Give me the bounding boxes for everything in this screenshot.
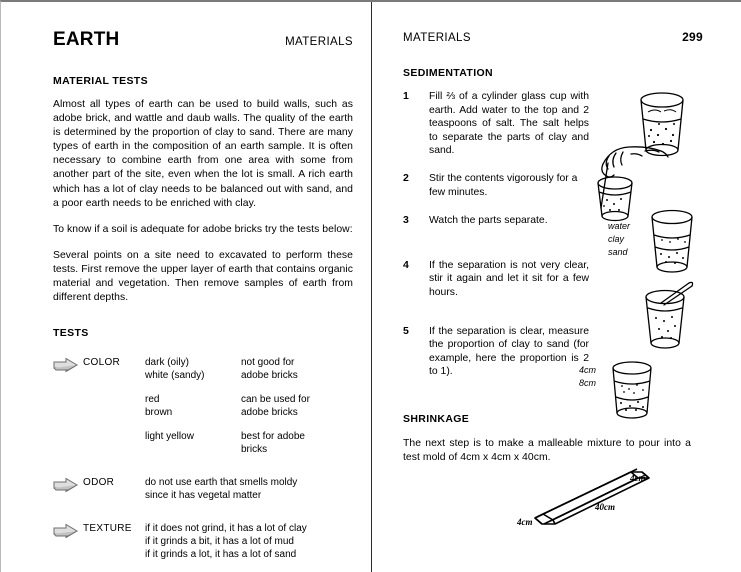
step-text: Stir the contents vigorously for a few minutes.	[429, 172, 578, 198]
shrinkage-paragraph: The next step is to make a malleable mixture to pour into a test mold of 4cm x 4cm x 40cm.	[403, 437, 691, 463]
test-name-label: COLOR	[83, 357, 121, 369]
test-observation: red	[145, 394, 160, 406]
test-row	[53, 476, 353, 502]
test-observation: if it grinds a lot, it has a lot of sand	[145, 549, 297, 561]
test-values	[145, 476, 353, 502]
test-observation: since it has vegetal matter	[145, 490, 262, 502]
cup-layer-label-water: water	[608, 221, 631, 231]
step-text: Fill ⅔ of a cylinder glass cup with earth. Add water to the top and 2 teaspoons of salt. The salt helps to separate the parts of clay and sand.	[429, 91, 589, 157]
test-values	[145, 522, 353, 561]
arrow-right-3d-icon	[53, 356, 83, 373]
test-verdict: bricks	[241, 444, 268, 456]
test-group	[241, 430, 353, 456]
mold-label-length-40cm: 40cm	[595, 502, 615, 512]
cup-layer-label-sand: sand	[608, 247, 628, 257]
test-verdict: adobe bricks	[241, 370, 298, 382]
test-observation: do not use earth that smells moldy	[145, 477, 298, 489]
test-name-label: TEXTURE	[83, 523, 132, 535]
test-observation: brown	[145, 407, 173, 419]
test-observation: dark (oily)	[145, 357, 189, 369]
test-observation: if it grinds a bit, it has a lot of mud	[145, 536, 294, 548]
material-tests-paragraph-1: Almost all types of earth can be used to build walls, such as adobe brick, and wattle and daub walls. The quality of the earth is determined by the proportion of clay to sand. There are many types of earth in the composition of an earth sample. It is often necessary to combine earth from one area with some from another part of the site, even when the lot is small. A rich earth which has a lot of clay needs to be balanced out with sand, and a poor earth needs to be enriched with clay.	[53, 99, 353, 209]
step-number: 1	[403, 90, 409, 102]
material-tests-paragraph-2: To know if a soil is adequate for adobe bricks try the tests below:	[53, 223, 353, 235]
test-verdict: can be used for	[241, 394, 310, 406]
test-values	[145, 356, 353, 456]
test-group	[241, 356, 353, 382]
arrow-right-3d-icon	[53, 522, 83, 539]
test-verdict-column	[241, 356, 353, 456]
shrinkage-heading: SHRINKAGE	[403, 412, 470, 425]
mold-label-width-4cm: 4cm	[517, 517, 533, 527]
separated-layers-cup-figure	[644, 207, 706, 277]
test-observation-column	[145, 356, 241, 456]
material-tests-paragraph-3: Several points on a site need to excavated to perform these tests. First remove the upper layer of earth that contains organic material and vegetation. Then remove samples of earth from different depths.	[53, 249, 353, 304]
test-verdict: not good for	[241, 357, 295, 369]
right-running-head-label: MATERIALS	[403, 32, 471, 44]
right-page-running-head	[403, 30, 703, 44]
step-number: 4	[403, 258, 409, 271]
measured-cup-label-4cm: 4cm	[579, 365, 597, 375]
mold-label-height-4cm: 4cm	[630, 473, 646, 483]
test-observation: light yellow	[145, 431, 194, 443]
step-text: If the separation is not very clear, stir it again and let it sit for a few hours.	[429, 259, 589, 298]
test-observation: if it does not grind, it has a lot of clay	[145, 523, 307, 535]
arrow-right-3d-icon	[53, 476, 83, 493]
test-observation-column	[145, 522, 353, 561]
chapter-title: EARTH	[53, 29, 120, 50]
test-row	[53, 356, 353, 456]
step-text: Watch the parts separate.	[429, 215, 548, 227]
cup-with-spoon-figure	[637, 281, 709, 353]
measured-cup-figure	[605, 359, 665, 421]
test-verdict: best for adobe	[241, 431, 305, 443]
tests-heading: TESTS	[53, 327, 89, 340]
cup-layer-label-clay: clay	[608, 234, 625, 244]
material-tests-heading: MATERIAL TESTS	[53, 75, 148, 87]
test-group	[145, 430, 241, 443]
test-row	[53, 522, 353, 561]
left-page-column	[53, 30, 353, 572]
left-running-head-label: MATERIALS	[285, 36, 353, 48]
step-number: 2	[403, 171, 409, 184]
step-number: 3	[403, 214, 409, 227]
left-page-running-head	[53, 30, 353, 49]
sedimentation-heading: SEDIMENTATION	[403, 67, 493, 79]
test-observation-column	[145, 476, 353, 502]
test-verdict: adobe bricks	[241, 407, 298, 419]
test-group	[145, 356, 241, 382]
test-name-label: ODOR	[83, 477, 115, 489]
page-number: 299	[682, 30, 703, 44]
step-text: If the separation is clear, measure the proportion of clay to sand (for example, here the proportion is 2 to 1).	[429, 325, 589, 378]
spread-gutter-divider	[371, 2, 372, 572]
step-number: 5	[403, 324, 409, 337]
test-group	[241, 393, 353, 419]
test-observation: white (sandy)	[145, 370, 205, 382]
test-group	[145, 393, 241, 419]
measured-cup-label-8cm: 8cm	[579, 378, 597, 388]
